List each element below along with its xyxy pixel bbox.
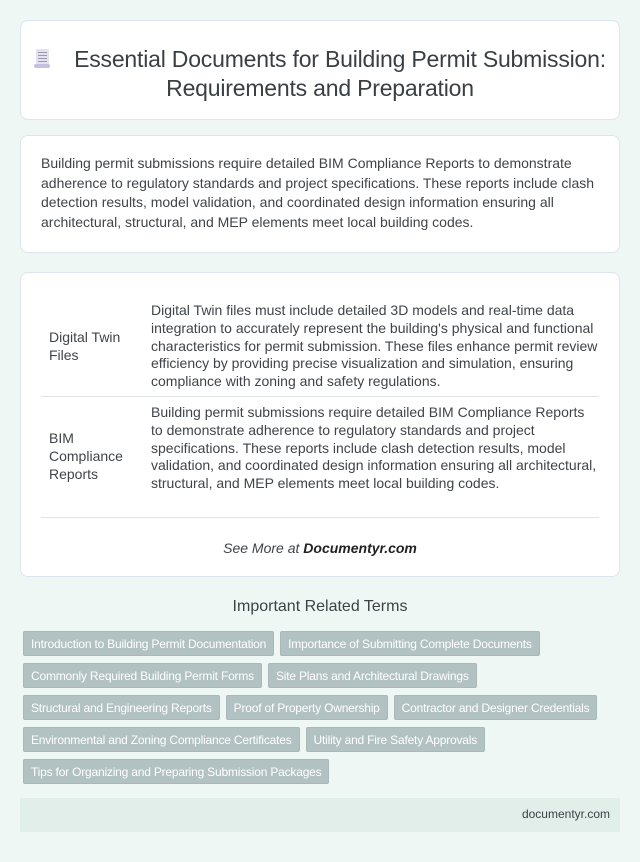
see-more-link[interactable]: Documentyr.com <box>303 540 417 556</box>
related-term-tag[interactable]: Tips for Organizing and Preparing Submission Packages <box>23 759 329 784</box>
related-term-tag[interactable]: Site Plans and Architectural Drawings <box>268 663 477 688</box>
related-term-tag[interactable]: Introduction to Building Permit Documentation <box>23 631 274 656</box>
related-term-tag[interactable]: Contractor and Designer Credentials <box>394 695 598 720</box>
related-term-tag[interactable]: Environmental and Zoning Compliance Certificates <box>23 727 300 752</box>
row-description: Digital Twin files must include detailed 3D models and real-time data integration to accurately represent the building's physical and functional characteristics for permit submission. These files enhance permit review efficiency by providing precise visualization and simulation, ensuring compliance with zoning and safety regulations. <box>151 302 598 390</box>
tag-row <box>23 759 623 784</box>
related-term-tag[interactable]: Utility and Fire Safety Approvals <box>306 727 485 752</box>
intro-text: Building permit submissions require detailed BIM Compliance Reports to demonstrate adherence to regulatory standards and project specifications. These reports include clash detection results, model validation, and coordinated design information ensuring all architectural, structural, and MEP elements meet local building codes. <box>41 155 595 230</box>
intro-card <box>20 135 620 253</box>
related-terms-title: Important Related Terms <box>232 598 408 615</box>
related-term-tag[interactable]: Commonly Required Building Permit Forms <box>23 663 262 688</box>
see-more <box>21 540 619 556</box>
related-term-tag[interactable]: Importance of Submitting Complete Documents <box>280 631 540 656</box>
footer-site-link[interactable]: documentyr.com <box>521 807 610 821</box>
tag-row <box>23 631 623 656</box>
row-label: Digital Twin Files <box>49 329 121 363</box>
documents-table-card <box>20 272 620 577</box>
related-term-tag[interactable]: Structural and Engineering Reports <box>23 695 220 720</box>
related-terms-tags <box>23 631 623 791</box>
column-divider <box>128 397 130 517</box>
column-divider <box>128 273 130 396</box>
row-description: Building permit submissions require detailed BIM Compliance Reports to demonstrate adherence to regulatory standards and project specifications. These reports include clash detection results, model validation, and coordinated design information ensuring all architectural, structural, and MEP elements meet local building codes. <box>151 404 597 492</box>
see-more-prefix: See More at <box>223 540 300 556</box>
footer <box>20 798 620 832</box>
document-scroll-icon <box>34 49 50 68</box>
table-row <box>41 273 599 397</box>
tag-row <box>23 663 623 688</box>
related-term-tag[interactable]: Proof of Property Ownership <box>226 695 388 720</box>
page-title <box>21 45 619 103</box>
tag-row <box>23 695 623 720</box>
table-row <box>41 397 599 518</box>
tag-row <box>23 727 623 752</box>
page-title-text: Essential Documents for Building Permit Submission: Requirements and Preparation <box>74 46 606 101</box>
title-card <box>20 20 620 120</box>
row-label: BIM Compliance Reports <box>49 430 123 482</box>
